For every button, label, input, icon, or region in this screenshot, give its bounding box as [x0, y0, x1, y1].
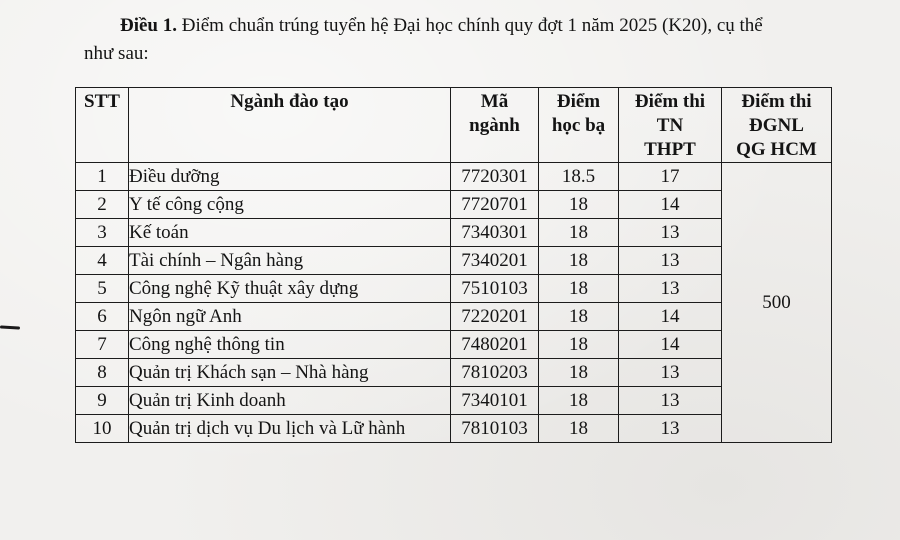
table-row [76, 359, 832, 387]
cell-exam: 13 [619, 219, 722, 247]
cell-major: Ngôn ngữ Anh [129, 303, 451, 331]
cell-exam: 14 [619, 303, 722, 331]
header-dgnl-line: QG HCM [736, 139, 817, 160]
margin-pen-mark [0, 325, 20, 329]
cell-major: Điều dưỡng [129, 163, 451, 191]
header-stt: STT [76, 88, 129, 163]
cell-code: 7340101 [451, 387, 539, 415]
table-row [76, 415, 832, 443]
cell-major: Tài chính – Ngân hàng [129, 247, 451, 275]
cell-transcript: 18 [539, 359, 619, 387]
table-row [76, 303, 832, 331]
header-exam-line: THPT [644, 139, 696, 160]
cell-major: Y tế công cộng [129, 191, 451, 219]
cell-major: Công nghệ thông tin [129, 331, 451, 359]
cell-dgnl-shared: 500 [722, 163, 832, 443]
table-header-row [76, 88, 832, 163]
header-transcript-line: học bạ [551, 115, 606, 136]
cell-code: 7720701 [451, 191, 539, 219]
intro-text: Điểm chuẩn trúng tuyển hệ Đại học chính quy đợt 1 năm 2025 (K20), cụ thể [181, 15, 763, 36]
table-row [76, 331, 832, 359]
cell-stt: 2 [76, 191, 129, 219]
header-exam-line: Điểm thi [634, 91, 706, 112]
cell-exam: 13 [619, 275, 722, 303]
intro-line-1 [84, 12, 844, 40]
cell-major: Quản trị Kinh doanh [129, 387, 451, 415]
cell-major: Công nghệ Kỹ thuật xây dựng [129, 275, 451, 303]
cell-exam: 13 [619, 359, 722, 387]
header-transcript [539, 88, 619, 163]
header-code-line: Mã [480, 91, 509, 112]
header-dgnl-line: Điểm thi [741, 91, 812, 112]
intro-line-2: như sau: [84, 43, 149, 64]
cell-stt: 3 [76, 219, 129, 247]
table-row [76, 387, 832, 415]
cell-transcript: 18.5 [539, 163, 619, 191]
cell-code: 7480201 [451, 331, 539, 359]
cell-transcript: 18 [539, 415, 619, 443]
cell-code: 7810203 [451, 359, 539, 387]
header-dgnl-line: ĐGNL [749, 115, 804, 136]
admission-scores-table [75, 87, 832, 443]
cell-code: 7810103 [451, 415, 539, 443]
cell-stt: 8 [76, 359, 129, 387]
cell-stt: 7 [76, 331, 129, 359]
cell-exam: 13 [619, 387, 722, 415]
header-exam [619, 88, 722, 163]
cell-major: Kế toán [129, 219, 451, 247]
cell-stt: 5 [76, 275, 129, 303]
table-row [76, 219, 832, 247]
cell-transcript: 18 [539, 331, 619, 359]
article-intro [84, 12, 844, 68]
cell-transcript: 18 [539, 219, 619, 247]
cell-transcript: 18 [539, 191, 619, 219]
cell-exam: 14 [619, 331, 722, 359]
cell-stt: 6 [76, 303, 129, 331]
cell-transcript: 18 [539, 387, 619, 415]
cell-code: 7510103 [451, 275, 539, 303]
cell-stt: 4 [76, 247, 129, 275]
header-major: Ngành đào tạo [129, 88, 451, 163]
table-row [76, 275, 832, 303]
header-transcript-line: Điểm [556, 91, 601, 112]
cell-exam: 13 [619, 247, 722, 275]
header-code-line: ngành [469, 115, 520, 136]
header-exam-line: TN [656, 115, 684, 136]
cell-exam: 14 [619, 191, 722, 219]
cell-transcript: 18 [539, 275, 619, 303]
cell-transcript: 18 [539, 247, 619, 275]
header-code [451, 88, 539, 163]
cell-major: Quản trị dịch vụ Du lịch và Lữ hành [129, 415, 451, 443]
cell-code: 7220201 [451, 303, 539, 331]
cell-transcript: 18 [539, 303, 619, 331]
header-dgnl [722, 88, 832, 163]
cell-major: Quản trị Khách sạn – Nhà hàng [129, 359, 451, 387]
cell-code: 7340201 [451, 247, 539, 275]
cell-stt: 10 [76, 415, 129, 443]
article-label: Điều 1. [120, 15, 177, 36]
cell-exam: 13 [619, 415, 722, 443]
table-row [76, 247, 832, 275]
cell-stt: 9 [76, 387, 129, 415]
cell-code: 7340301 [451, 219, 539, 247]
cell-exam: 17 [619, 163, 722, 191]
table-row [76, 191, 832, 219]
table-row [76, 163, 832, 191]
cell-code: 7720301 [451, 163, 539, 191]
cell-stt: 1 [76, 163, 129, 191]
